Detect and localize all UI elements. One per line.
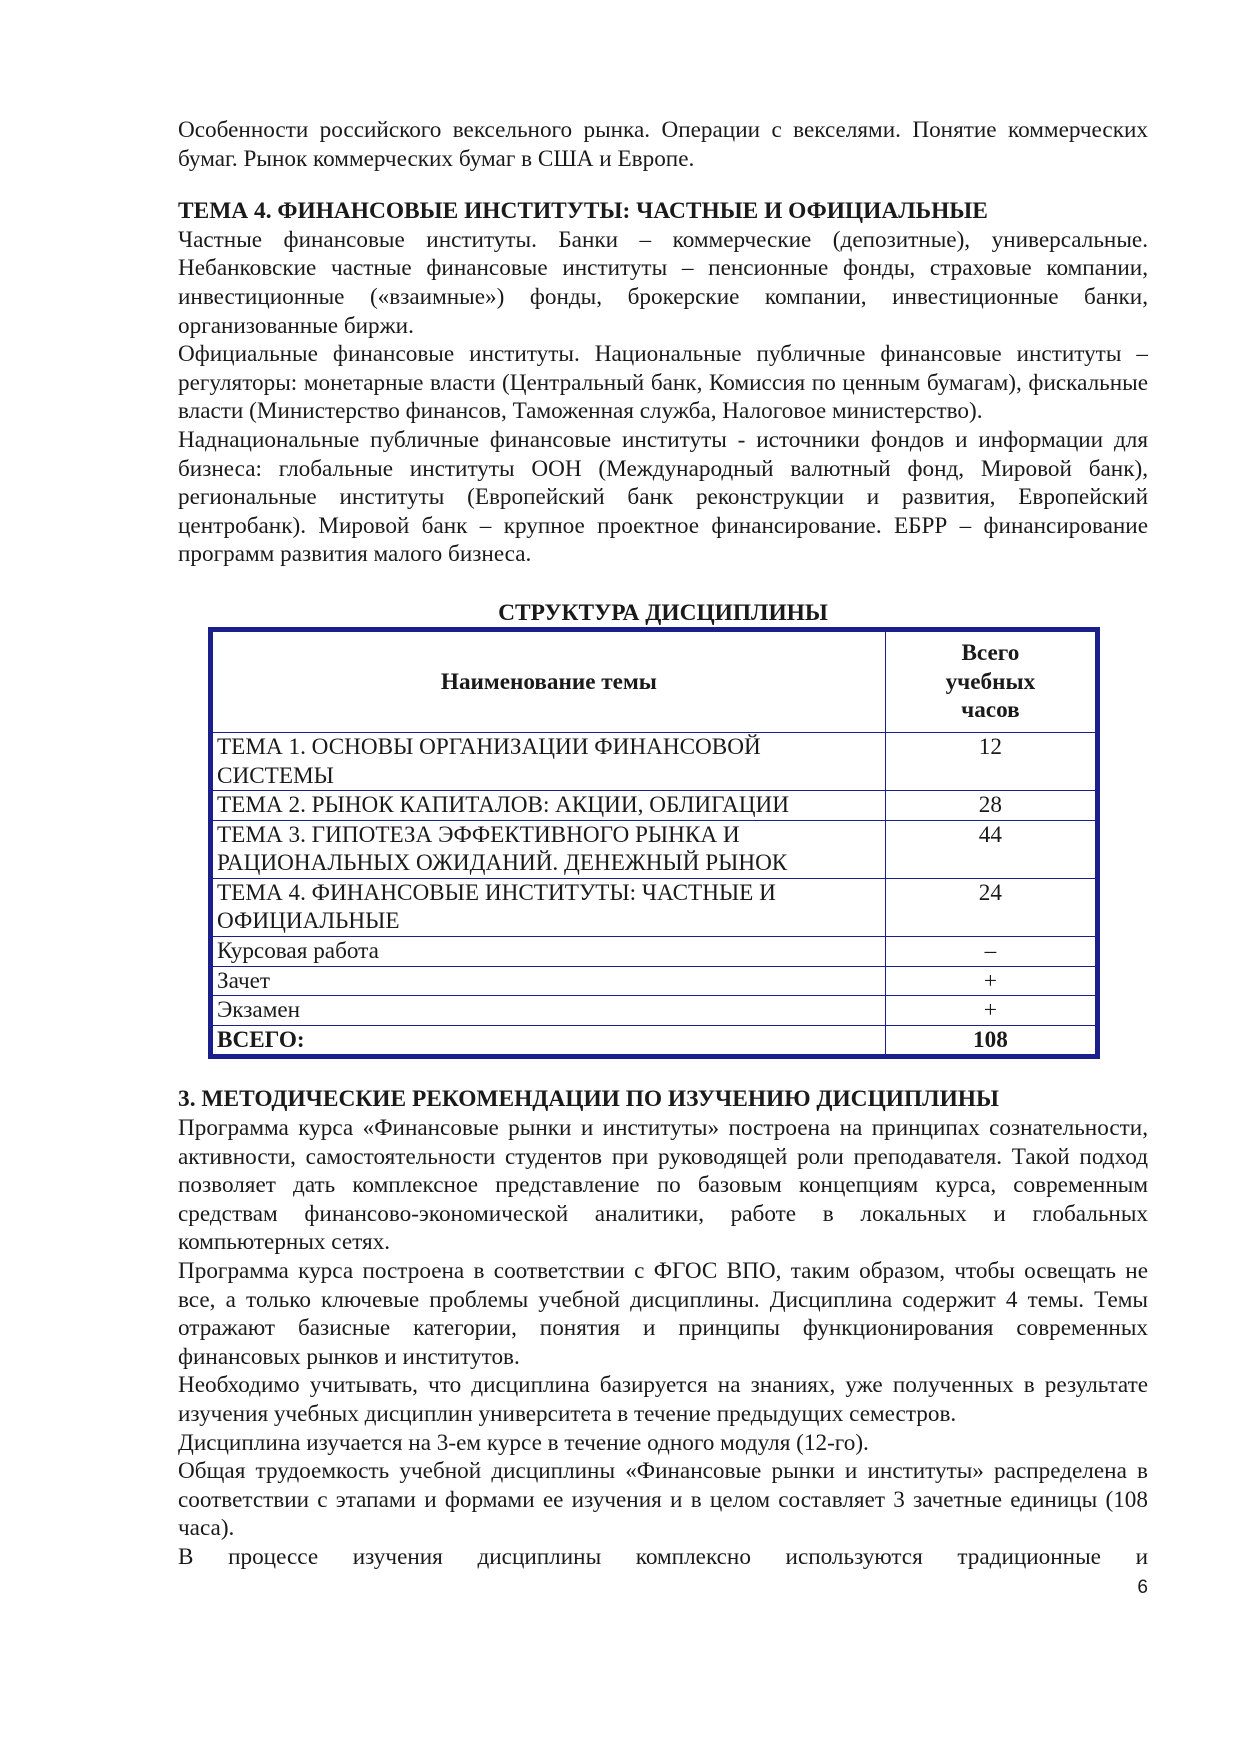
hours-cell: 24	[885, 878, 1095, 936]
topic4-heading: ТЕМА 4. ФИНАНСОВЫЕ ИНСТИТУТЫ: ЧАСТНЫЕ И ОФИЦИАЛЬНЫЕ	[178, 198, 988, 225]
total-hours-cell: 108	[885, 1025, 1095, 1055]
section3-paragraph: В процессе изучения дисциплины комплексно используются традиционные и	[178, 1543, 1148, 1570]
section3-paragraph: Дисциплина изучается на 3-ем курсе в течение одного модуля (12-го).	[178, 1429, 869, 1456]
hours-cell: 44	[885, 820, 1095, 878]
topic4-paragraph: Наднациональные публичные финансовые институты - источники фондов и информации для бизнеса: глобальные институты ООН (Международный валютный фонд, Мировой банк), региональные институты (Европейский банк реконструкции и развития, Европейский центробанк). Мировой банк – крупное проектное финансирование. ЕБРР – финансирование программ развития малого бизнеса.	[178, 426, 1148, 568]
topic-name-cell: ТЕМА 3. ГИПОТЕЗА ЭФФЕКТИВНОГО РЫНКА И РАЦИОНАЛЬНЫХ ОЖИДАНИЙ. ДЕНЕЖНЫЙ РЫНОК	[213, 820, 886, 878]
table-row	[213, 996, 1096, 1026]
hours-cell: 28	[885, 791, 1095, 821]
intro-paragraph: Особенности российского вексельного рынка. Операции с векселями. Понятие коммерческих бумаг. Рынок коммерческих бумаг в США и Европе.	[178, 117, 1148, 172]
section3-heading: 3. МЕТОДИЧЕСКИЕ РЕКОМЕНДАЦИИ ПО ИЗУЧЕНИЮ ДИСЦИПЛИНЫ	[178, 1086, 999, 1113]
table-header-row	[213, 631, 1096, 732]
hours-cell: 12	[885, 732, 1095, 790]
structure-table	[208, 627, 1100, 1060]
section3-paragraph: Программа курса построена в соответствии с ФГОС ВПО, таким образом, чтобы освещать не все, а только ключевые проблемы учебной дисциплины. Дисциплина содержит 4 темы. Темы отражают базисные категории, понятия и принципы функционирования современных финансовых рынков и институтов.	[178, 1258, 1148, 1370]
table-row	[213, 820, 1096, 878]
header-hours	[885, 631, 1095, 732]
table-row	[213, 966, 1096, 996]
table-total-row	[213, 1025, 1096, 1055]
hours-cell: +	[885, 966, 1095, 996]
section3-paragraph: Программа курса «Финансовые рынки и институты» построена на принципах сознательности, активности, самостоятельности студентов при руководящей роли преподавателя. Такой подход позволяет дать комплексное представление по базовым концепциям курса, современным средствам финансово-экономической аналитики, работе в локальных и глобальных компьютерных сетях.	[178, 1115, 1148, 1256]
section3-paragraph: Общая трудоемкость учебной дисциплины «Финансовые рынки и институты» распределена в соответствии с этапами и формами ее изучения и в целом составляет 3 зачетные единицы (108 часа).	[178, 1458, 1148, 1542]
header-hours-line: учебных	[945, 668, 1036, 695]
hours-cell: –	[885, 937, 1095, 967]
topic-name-cell: ТЕМА 2. РЫНОК КАПИТАЛОВ: АКЦИИ, ОБЛИГАЦИИ	[213, 791, 886, 821]
topic4-paragraph: Официальные финансовые институты. Национальные публичные финансовые институты – регуляторы: монетарные власти (Центральный банк, Комиссия по ценным бумагам), фискальные власти (Министерство финансов, Таможенная служба, Налоговое министерство).	[178, 341, 1148, 425]
table-row	[213, 878, 1096, 936]
topic-name-cell: Зачет	[213, 966, 886, 996]
document-page	[178, 116, 1148, 1602]
topic-name-cell: ТЕМА 1. ОСНОВЫ ОРГАНИЗАЦИИ ФИНАНСОВОЙ СИСТЕМЫ	[213, 732, 886, 790]
table-row	[213, 732, 1096, 790]
structure-title: СТРУКТУРА ДИСЦИПЛИНЫ	[498, 599, 828, 626]
topic-name-cell: Курсовая работа	[213, 937, 886, 967]
topic4-paragraph: Частные финансовые институты. Банки – коммерческие (депозитные), универсальные. Небанковские частные финансовые институты – пенсионные фонды, страховые компании, инвестиционные («взаимные») фонды, брокерские компании, инвестиционные банки, организованные биржи.	[178, 226, 1148, 339]
hours-cell: +	[885, 996, 1095, 1026]
section3-paragraph: Необходимо учитывать, что дисциплина базируется на знаниях, уже полученных в результате изучения учебных дисциплин университета в течение предыдущих семестров.	[178, 1372, 1148, 1427]
page-number: 6	[1137, 1576, 1148, 1598]
header-hours-line: часов	[961, 697, 1020, 724]
total-label-cell: ВСЕГО:	[213, 1025, 886, 1055]
table-row	[213, 791, 1096, 821]
topic-name-cell: Экзамен	[213, 996, 886, 1026]
header-hours-line: Всего	[961, 640, 1020, 667]
topic-name-cell: ТЕМА 4. ФИНАНСОВЫЕ ИНСТИТУТЫ: ЧАСТНЫЕ И ОФИЦИАЛЬНЫЕ	[213, 878, 886, 936]
table-row	[213, 937, 1096, 967]
header-topic-name: Наименование темы	[213, 631, 886, 732]
